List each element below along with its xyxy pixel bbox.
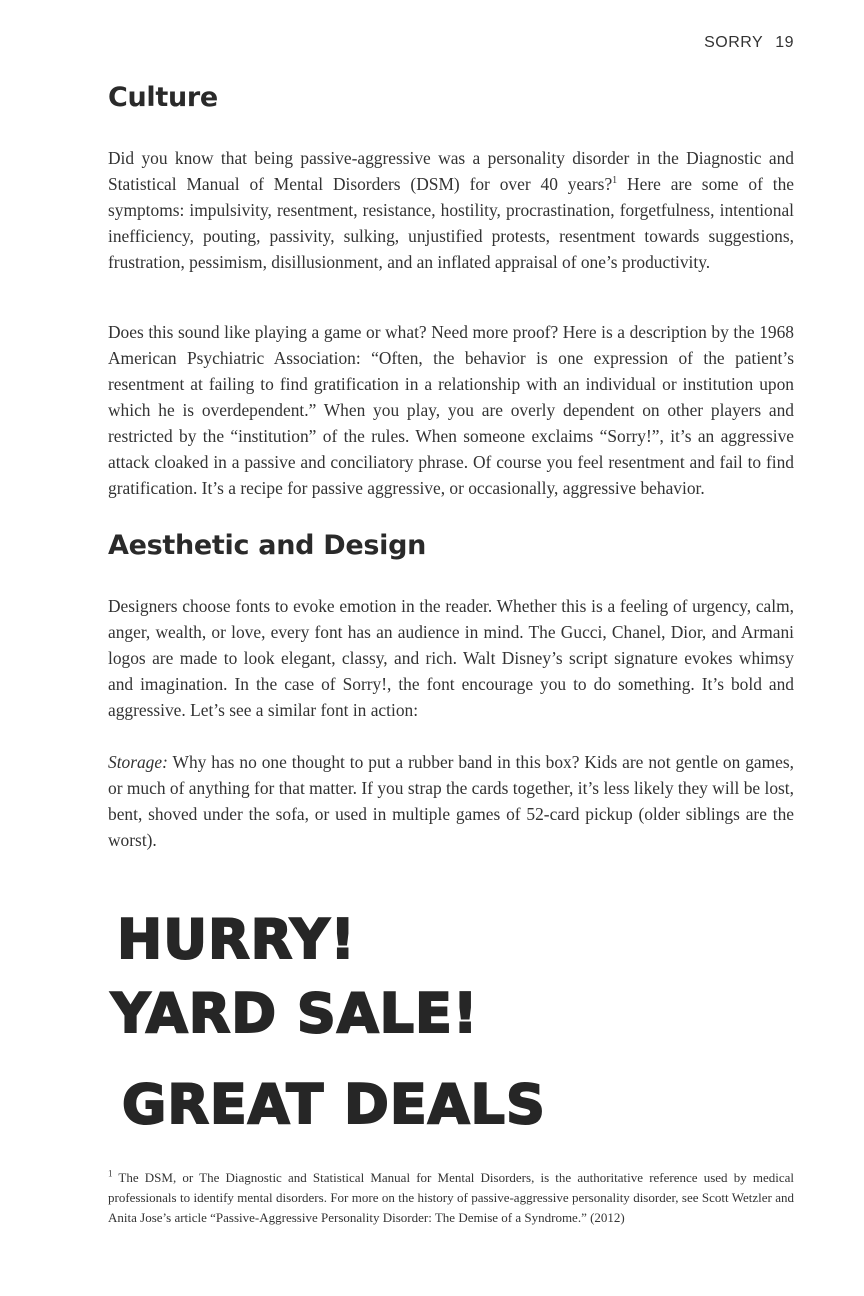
section-heading-culture: Culture xyxy=(108,82,218,113)
section-heading-aesthetic: Aesthetic and Design xyxy=(108,530,427,561)
page-number: 19 xyxy=(775,34,794,51)
display-line-hurry: HURRY! xyxy=(117,908,356,971)
culture-paragraph-1-text: Did you know that being passive-aggressive was a personality disorder in the Diagnostic and Statistical Manual of Mental Disorders (DSM) for over 40 years? xyxy=(108,148,794,194)
running-head xyxy=(704,34,794,52)
footnote-text: The DSM, or The Diagnostic and Statistical Manual for Mental Disorders, is the authoritative reference used by medical professionals to identify mental disorders. For more on the history of passive-aggressive personality disorder, see Scott Wetzler and Anita Jose’s article “Passive-Aggressive Personality Disorder: The Demise of a Syndrome.” (2012) xyxy=(108,1170,794,1225)
display-line-great-deals: GREAT DEALS xyxy=(122,1073,546,1136)
culture-paragraph-1 xyxy=(108,145,794,275)
footnote-reference[interactable]: 1 xyxy=(612,175,618,187)
footnote xyxy=(108,1168,794,1228)
aesthetic-paragraph-1: Designers choose fonts to evoke emotion in the reader. Whether this is a feeling of urgency, calm, anger, wealth, or love, every font has an audience in mind. The Gucci, Chanel, Dior, and Armani logos are made to look elegant, classy, and rich. Walt Disney’s script signature evokes whimsy and imagination. In the case of Sorry!, the font encourage you to do something. It’s bold and aggressive. Let’s see a similar font in action: xyxy=(108,596,794,720)
culture-paragraph-1-text-cont: Here are some of the symptoms: impulsivity, resentment, resistance, hostility, procrastination, forgetfulness, intentional inefficiency, pouting, passivity, sulking, unjustified protests, resentment towards suggestions, frustration, pessimism, disillusionment, and an inflated appraisal of one’s productivity. xyxy=(108,174,794,272)
culture-paragraph-2: Does this sound like playing a game or what? Need more proof? Here is a description by the 1968 American Psychiatric Association: “Often, the behavior is one expression of the patient’s resentment at failing to find gratification in a relationship with an individual or institution upon which he is overdependent.” When you play, you are overly dependent on other players and restricted by the “institution” of the rules. When someone exclaims “Sorry!”, it’s an aggressive attack cloaked in a passive and conciliatory phrase. Of course you feel resentment and fail to find gratification. It’s a recipe for passive aggressive, or occasionally, aggressive behavior. xyxy=(108,322,794,498)
display-line-yard-sale: YARD SALE! xyxy=(111,982,479,1045)
running-head-title: SORRY xyxy=(704,34,764,51)
storage-paragraph xyxy=(108,749,794,853)
footnote-marker: 1 xyxy=(108,1168,113,1179)
storage-label: Storage: xyxy=(108,752,168,772)
storage-text: Why has no one thought to put a rubber band in this box? Kids are not gentle on games, or much of anything for that matter. If you strap the cards together, it’s less likely they will be lost, bent, shoved under the sofa, or used in multiple games of 52-card pickup (older siblings are the worst). xyxy=(108,752,794,850)
